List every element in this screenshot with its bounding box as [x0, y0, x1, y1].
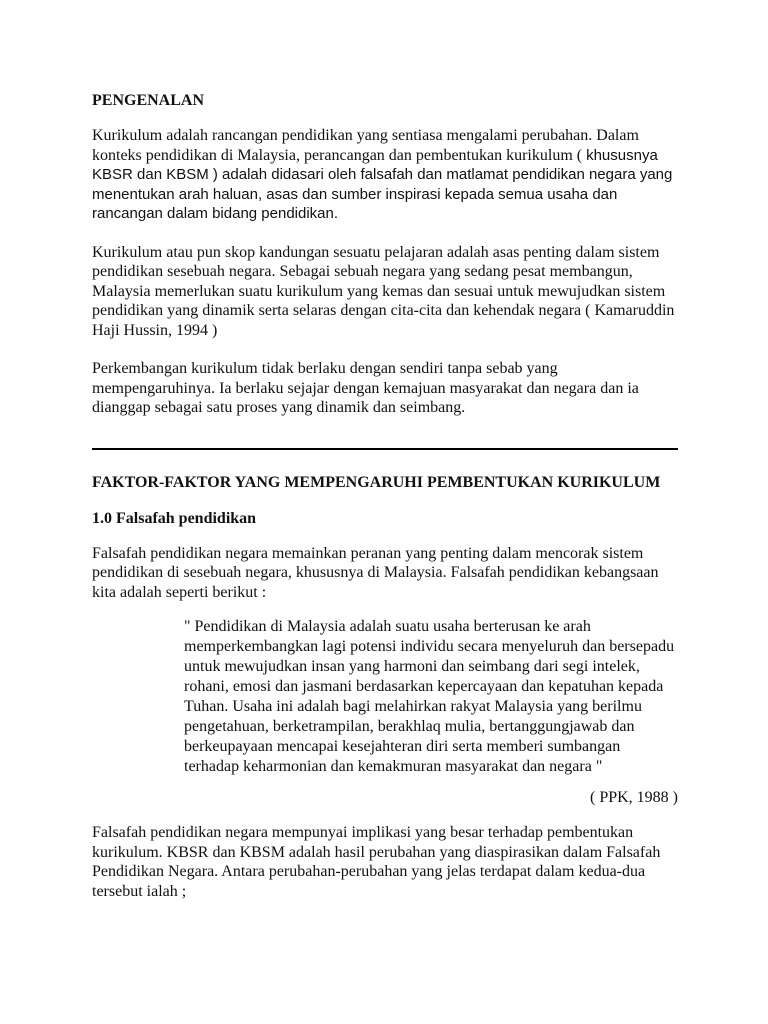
intro-paragraph-3: Perkembangan kurikulum tidak berlaku dengan sendiri tanpa sebab yang mempengaruhinya. Ia berlaku sejajar dengan kemajuan masyarakat dan negara dan ia dianggap sebagai satu proses yang dinamik dan seimbang.: [92, 360, 639, 416]
quote-citation: ( PPK, 1988 ): [589, 789, 678, 806]
section-heading-pengenalan: PENGENALAN: [92, 92, 205, 109]
subsection-heading-falsafah: 1.0 Falsafah pendidikan: [92, 509, 257, 527]
document-page: [92, 90, 678, 901]
intro-paragraph-2: Kurikulum atau pun skop kandungan sesuatu pelajaran adalah asas penting dalam sistem pendidikan sesebuah negara. Sebagai sebuah negara yang sedang pesat membangun, Malaysia memerlukan suatu kurikulum yang kemas dan sesuai untuk mewujudkan sistem pendidikan yang dinamik serta selaras dengan cita-cita dan kehendak negara ( Kamaruddin Haji Hussin, 1994 ): [92, 243, 675, 339]
intro-paragraph-1-continued: khususnya KBSR dan KBSM ) adalah didasari oleh falsafah dan matlamat pendidikan negara yang menentukan arah haluan, asas dan sumber inspirasi kepada semua usaha dan rancangan dalam bidang pendidikan.: [92, 146, 673, 222]
intro-paragraph-1-text: Kurikulum adalah rancangan pendidikan yang sentiasa mengalami perubahan. Dalam konteks pendidikan di Malaysia, perancangan dan pembentukan kurikulum (: [92, 127, 639, 164]
falsafah-paragraph-1: Falsafah pendidikan negara memainkan peranan yang penting dalam mencorak sistem pendidikan di sesebuah negara, khususnya di Malaysia. Falsafah pendidikan kebangsaan kita adalah seperti berikut :: [92, 544, 659, 601]
section-heading-faktor: FAKTOR-FAKTOR YANG MEMPENGARUHI PEMBENTUKAN KURIKULUM: [92, 473, 661, 491]
intro-paragraph-1: [92, 126, 678, 224]
falsafah-paragraph-2: Falsafah pendidikan negara mempunyai implikasi yang besar terhadap pembentukan kurikulum. KBSR dan KBSM adalah hasil perubahan yang diaspirasikan dalam Falsafah Pendidikan Negara. Antara perubahan-perubahan yang jelas terdapat dalam kedua-dua tersebut ialah ;: [92, 824, 661, 900]
falsafah-quote: " Pendidikan di Malaysia adalah suatu usaha berterusan ke arah memperkembangkan lagi potensi individu secara menyeluruh dan bersepadu untuk mewujudkan insan yang harmoni dan seimbang dari segi intelek, rohani, emosi dan jasmani berdasarkan kepercayaan dan kepatuhan kepada Tuhan. Usaha ini adalah bagi melahirkan rakyat Malaysia yang berilmu pengetahuan, berketrampilan, berakhlaq mulia, bertanggungjawab dan berkeupayaan mencapai kesejahteran diri serta memberi sumbangan terhadap keharmonian dan kemakmuran masyarakat dan negara ": [184, 618, 675, 775]
